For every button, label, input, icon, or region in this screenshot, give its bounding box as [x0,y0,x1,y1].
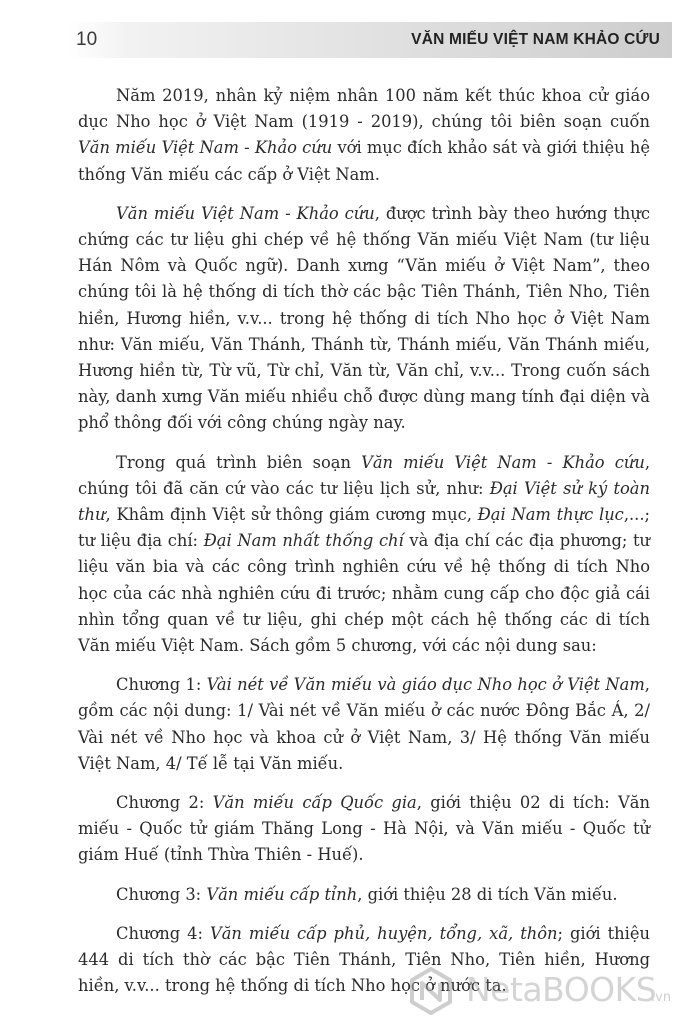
paragraph [78,83,650,188]
text-run: , chúng tôi đã căn cứ vào các tư liệu lịch sử, như: [78,452,650,498]
italic-text: Đại Nam thực lục [477,505,624,525]
text-run: , gồm các nội dung: 1/ Vài nét về Văn miếu ở các nước Đông Bắc Á, 2/ Vài nét về Nho học và khoa cử ở Việt Nam, 3/ Hệ thống Văn miếu Việt Nam, 4/ Tế lễ tại Văn miếu. [78,675,650,773]
text-run: Chương 3: [116,884,207,904]
body-text [78,83,650,1013]
text-run: và địa chí các địa phương; tư liệu văn bia và các công trình nghiên cứu về hệ thống di tích Nho học của các nhà nghiên cứu đi trước; nhằm cung cấp cho độc giả cái nhìn tổng quan về tư liệu, ghi chép một cách hệ thống các di tích Văn miếu Việt Nam. Sách gồm 5 chương, với các nội dung sau: [78,531,650,656]
running-title: VĂN MIẾU VIỆT NAM KHẢO CỨU [411,31,660,48]
running-header [68,22,672,58]
text-run: , được trình bày theo hướng thực chứng các tư liệu ghi chép về hệ thống Văn miếu Việt Nam (tư liệu Hán Nôm và Quốc ngữ). Danh xưng “Văn miếu ở Việt Nam”, theo chúng tôi là hệ thống di tích thờ các bậc Tiên Thánh, Tiên Nho, Tiên hiền, Hương hiền, v.v... trong hệ thống di tích Nho học ở Việt Nam như: Văn miếu, Văn Thánh, Thánh từ, Thánh miếu, Văn Thánh miếu, Hương hiền từ, Từ vũ, Từ chỉ, Văn từ, Văn chỉ, v.v... Trong cuốn sách này, danh xưng Văn miếu nhiều chỗ được dùng mang tính đại diện và phổ thông đối với công chúng ngày nay. [78,203,650,433]
text-run: Chương 4: [116,923,210,943]
text-run: Chương 1: [116,675,207,695]
text-run: , Khâm định Việt sử thông giám cương mục, [105,505,478,525]
italic-text: Văn miếu cấp Quốc gia [212,793,417,813]
watermark-brand: NetaBOOKS [466,970,657,1009]
paragraph [78,672,650,777]
italic-text: Đại Việt sử ký toàn thư [78,478,651,525]
italic-text: Vài nét về Văn miếu và giáo dục Nho học ở Việt Nam [206,675,645,695]
italic-text: Văn miếu Việt Nam - Khảo cứu [78,138,333,158]
watermark-domain: .vn [651,990,672,1005]
italic-text: Văn miếu cấp tỉnh [206,884,358,904]
watermark [406,966,678,1016]
text-run: Trong quá trình biên soạn [116,452,362,472]
italic-text: Văn miếu Việt Nam - Khảo cứu [116,203,375,223]
netabooks-logo-icon [406,966,456,1016]
paragraph [78,790,650,869]
text-run: ; giới thiệu 444 di tích thờ các bậc Tiên Thánh, Tiên Nho, Tiên hiền, Hương hiền, v.v... trong hệ thống di tích Nho học ở nước ta. [78,923,650,996]
paragraph [78,882,650,908]
italic-text: Văn miếu cấp phủ, huyện, tổng, xã, thôn [209,923,558,943]
paragraph [78,201,650,437]
italic-text: Văn miếu Việt Nam - Khảo cứu [361,452,645,472]
text-run: , giới thiệu 28 di tích Văn miếu. [357,884,618,904]
paragraph [78,450,650,660]
page-number: 10 [76,29,98,50]
text-run: Năm 2019, nhân kỷ niệm nhân 100 năm kết thúc khoa cử giáo dục Nho học ở Việt Nam (1919 - 2019), chúng tôi biên soạn cuốn [78,86,650,132]
text-run: với mục đích khảo sát và giới thiệu hệ thống Văn miếu các cấp ở Việt Nam. [78,138,650,184]
text-run: ,...; tư liệu địa chí: [78,505,650,551]
text-run: , giới thiệu 02 di tích: Văn miếu - Quốc tử giám Thăng Long - Hà Nội, và Văn miếu - Quốc tử giám Huế (tỉnh Thừa Thiên - Huế). [78,793,650,865]
text-run: Chương 2: [116,793,213,813]
italic-text: Đại Nam nhất thống chí [203,531,404,551]
